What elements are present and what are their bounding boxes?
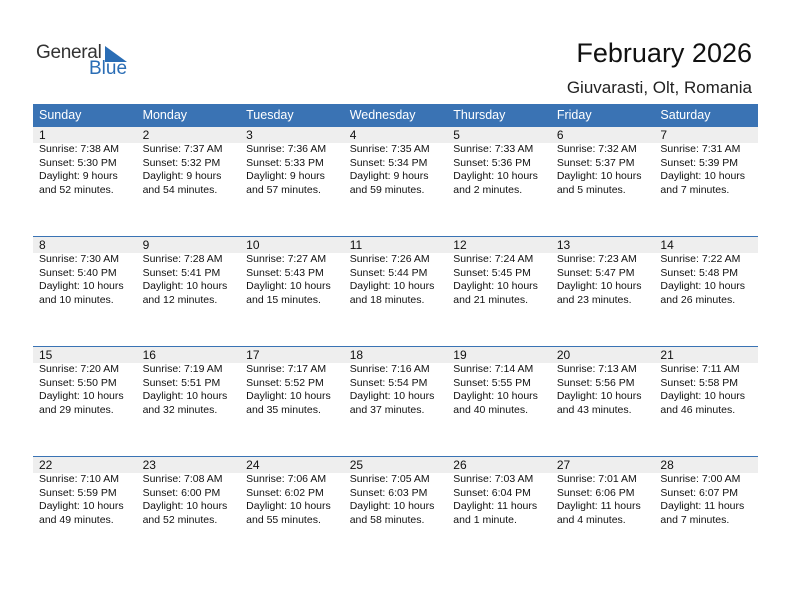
day-daylight1-text: Daylight: 9 hours: [39, 170, 118, 182]
day-daylight1-text: Daylight: 10 hours: [142, 280, 228, 292]
day-sunrise-text: Sunrise: 7:22 AM: [660, 253, 741, 265]
day-daylight2-text: and 49 minutes.: [39, 513, 114, 526]
day-daylight1-text: Daylight: 10 hours: [39, 390, 124, 402]
day-sunrise-text: Sunrise: 7:16 AM: [349, 363, 430, 375]
weekday-thursday: Thursday: [453, 108, 506, 122]
day-sunset-text: Sunset: 6:07 PM: [660, 486, 739, 499]
day-sunset-text: Sunset: 5:43 PM: [246, 266, 324, 279]
week-row: [33, 346, 758, 457]
day-daylight2-text: and 15 minutes.: [246, 293, 321, 306]
day-daylight1-text: Daylight: 9 hours: [246, 170, 325, 182]
day-cell: [447, 457, 551, 567]
day-daylight2-text: and 52 minutes.: [39, 183, 114, 196]
day-daylight2-text: and 4 minutes.: [556, 513, 626, 526]
day-daylight2-text: and 57 minutes.: [246, 183, 321, 196]
day-cell: [447, 237, 551, 347]
day-cell: [33, 457, 137, 567]
day-sunrise-text: Sunrise: 7:06 AM: [246, 473, 327, 485]
day-sunset-text: Sunset: 5:41 PM: [142, 266, 221, 279]
day-number: 6: [551, 127, 655, 143]
day-cell: [654, 457, 758, 567]
day-sunset-text: Sunset: 5:34 PM: [349, 156, 428, 169]
day-cell: [551, 347, 655, 457]
day-daylight1-text: Daylight: 11 hours: [556, 500, 641, 512]
day-sunset-text: Sunset: 6:03 PM: [349, 486, 428, 499]
day-daylight1-text: Daylight: 9 hours: [142, 170, 222, 182]
day-daylight1-text: Daylight: 11 hours: [453, 500, 538, 512]
day-number: 15: [33, 347, 137, 363]
day-sunrise-text: Sunrise: 7:38 AM: [39, 143, 119, 155]
day-cell: [240, 457, 344, 567]
day-number: 21: [654, 347, 758, 363]
day-cell: [33, 127, 137, 237]
day-sunset-text: Sunset: 5:54 PM: [349, 376, 428, 389]
day-daylight1-text: Daylight: 10 hours: [660, 390, 746, 402]
day-sunset-text: Sunset: 5:30 PM: [39, 156, 117, 169]
day-sunrise-text: Sunrise: 7:08 AM: [142, 473, 223, 485]
day-cell: [137, 127, 241, 237]
weekday-friday: Friday: [556, 108, 592, 122]
day-daylight1-text: Daylight: 10 hours: [39, 500, 124, 512]
day-number: 19: [447, 347, 551, 363]
logo-blue-text: Blue: [89, 58, 128, 79]
day-cell: [33, 347, 137, 457]
day-sunrise-text: Sunrise: 7:27 AM: [246, 253, 327, 265]
day-sunrise-text: Sunrise: 7:35 AM: [349, 143, 430, 155]
day-cell: [240, 237, 344, 347]
day-number: 14: [654, 237, 758, 253]
day-number: 25: [344, 457, 448, 473]
day-daylight2-text: and 54 minutes.: [142, 183, 218, 196]
day-daylight1-text: Daylight: 10 hours: [453, 170, 538, 182]
day-daylight2-text: and 29 minutes.: [39, 403, 114, 416]
day-number: 7: [654, 127, 758, 143]
day-number: 10: [240, 237, 344, 253]
day-cell: [447, 127, 551, 237]
day-daylight2-text: and 10 minutes.: [39, 293, 114, 306]
day-sunset-text: Sunset: 5:56 PM: [556, 376, 635, 389]
day-sunset-text: Sunset: 6:00 PM: [142, 486, 221, 499]
day-number: 26: [447, 457, 551, 473]
day-sunset-text: Sunset: 5:40 PM: [39, 266, 117, 279]
day-daylight2-text: and 37 minutes.: [349, 403, 425, 416]
day-cell: [137, 347, 241, 457]
day-sunset-text: Sunset: 5:45 PM: [453, 266, 531, 279]
day-number: 4: [344, 127, 448, 143]
day-daylight1-text: Daylight: 10 hours: [39, 280, 124, 292]
day-number: 2: [137, 127, 241, 143]
day-daylight1-text: Daylight: 10 hours: [246, 280, 331, 292]
day-number: 17: [240, 347, 344, 363]
day-daylight2-text: and 40 minutes.: [453, 403, 528, 416]
day-daylight2-text: and 1 minute.: [453, 513, 517, 526]
day-cell: [447, 347, 551, 457]
day-sunset-text: Sunset: 5:32 PM: [142, 156, 221, 169]
calendar-location: Giuvarasti, Olt, Romania: [566, 78, 752, 97]
day-sunrise-text: Sunrise: 7:03 AM: [453, 473, 534, 485]
day-number: 12: [447, 237, 551, 253]
day-daylight1-text: Daylight: 10 hours: [556, 170, 642, 182]
day-daylight2-text: and 43 minutes.: [556, 403, 632, 416]
day-sunrise-text: Sunrise: 7:32 AM: [556, 143, 637, 155]
day-sunset-text: Sunset: 6:06 PM: [556, 486, 635, 499]
day-sunrise-text: Sunrise: 7:31 AM: [660, 143, 741, 155]
day-sunset-text: Sunset: 6:04 PM: [453, 486, 531, 499]
day-sunrise-text: Sunrise: 7:14 AM: [453, 363, 534, 375]
day-daylight1-text: Daylight: 11 hours: [660, 500, 745, 512]
day-sunset-text: Sunset: 5:55 PM: [453, 376, 531, 389]
day-sunrise-text: Sunrise: 7:23 AM: [556, 253, 637, 265]
day-sunrise-text: Sunrise: 7:13 AM: [556, 363, 637, 375]
generalblue-logo: [36, 42, 136, 82]
day-sunset-text: Sunset: 5:36 PM: [453, 156, 531, 169]
day-daylight2-text: and 2 minutes.: [453, 183, 523, 196]
day-sunrise-text: Sunrise: 7:33 AM: [453, 143, 534, 155]
day-daylight2-text: and 18 minutes.: [349, 293, 425, 306]
day-sunset-text: Sunset: 5:52 PM: [246, 376, 324, 389]
weekday-monday: Monday: [142, 108, 188, 122]
day-daylight1-text: Daylight: 10 hours: [349, 390, 435, 402]
day-daylight2-text: and 23 minutes.: [556, 293, 632, 306]
day-number: 18: [344, 347, 448, 363]
day-sunset-text: Sunset: 5:51 PM: [142, 376, 221, 389]
day-daylight2-text: and 7 minutes.: [660, 513, 730, 526]
day-sunset-text: Sunset: 5:50 PM: [39, 376, 117, 389]
day-daylight1-text: Daylight: 10 hours: [142, 500, 228, 512]
day-sunset-text: Sunset: 5:59 PM: [39, 486, 117, 499]
day-daylight2-text: and 58 minutes.: [349, 513, 425, 526]
day-daylight2-text: and 52 minutes.: [142, 513, 218, 526]
day-sunrise-text: Sunrise: 7:20 AM: [39, 363, 119, 375]
day-sunrise-text: Sunrise: 7:10 AM: [39, 473, 119, 485]
day-daylight1-text: Daylight: 10 hours: [660, 170, 746, 182]
day-cell: [344, 457, 448, 567]
day-daylight2-text: and 12 minutes.: [142, 293, 218, 306]
day-sunset-text: Sunset: 5:44 PM: [349, 266, 428, 279]
day-number: 23: [137, 457, 241, 473]
day-cell: [654, 347, 758, 457]
day-cell: [344, 237, 448, 347]
day-daylight1-text: Daylight: 10 hours: [142, 390, 228, 402]
day-daylight2-text: and 59 minutes.: [349, 183, 425, 196]
day-daylight1-text: Daylight: 10 hours: [349, 280, 435, 292]
day-daylight2-text: and 7 minutes.: [660, 183, 730, 196]
day-number: 8: [33, 237, 137, 253]
day-cell: [344, 127, 448, 237]
day-cell: [240, 347, 344, 457]
day-number: 16: [137, 347, 241, 363]
day-cell: [137, 237, 241, 347]
day-sunrise-text: Sunrise: 7:30 AM: [39, 253, 119, 265]
day-daylight1-text: Daylight: 9 hours: [349, 170, 429, 182]
day-daylight2-text: and 5 minutes.: [556, 183, 626, 196]
day-daylight1-text: Daylight: 10 hours: [349, 500, 435, 512]
day-cell: [344, 347, 448, 457]
day-sunset-text: Sunset: 5:47 PM: [556, 266, 635, 279]
day-number: 5: [447, 127, 551, 143]
weekday-wednesday: Wednesday: [349, 108, 416, 122]
day-sunset-text: Sunset: 5:39 PM: [660, 156, 739, 169]
day-number: 3: [240, 127, 344, 143]
day-sunrise-text: Sunrise: 7:36 AM: [246, 143, 327, 155]
day-sunset-text: Sunset: 5:33 PM: [246, 156, 324, 169]
day-sunrise-text: Sunrise: 7:05 AM: [349, 473, 430, 485]
calendar-title: February 2026: [576, 38, 752, 68]
day-cell: [654, 127, 758, 237]
day-daylight1-text: Daylight: 10 hours: [453, 280, 538, 292]
day-sunrise-text: Sunrise: 7:37 AM: [142, 143, 223, 155]
day-sunset-text: Sunset: 5:37 PM: [556, 156, 635, 169]
weekday-sunday: Sunday: [39, 108, 82, 122]
day-daylight2-text: and 55 minutes.: [246, 513, 321, 526]
day-cell: [654, 237, 758, 347]
day-sunrise-text: Sunrise: 7:17 AM: [246, 363, 327, 375]
day-daylight1-text: Daylight: 10 hours: [660, 280, 746, 292]
day-number: 11: [344, 237, 448, 253]
day-number: 1: [33, 127, 137, 143]
day-cell: [33, 237, 137, 347]
day-daylight2-text: and 21 minutes.: [453, 293, 528, 306]
day-daylight1-text: Daylight: 10 hours: [556, 390, 642, 402]
day-cell: [551, 457, 655, 567]
day-number: 22: [33, 457, 137, 473]
day-daylight2-text: and 46 minutes.: [660, 403, 736, 416]
day-sunset-text: Sunset: 5:58 PM: [660, 376, 739, 389]
week-row: [33, 456, 758, 567]
day-daylight2-text: and 32 minutes.: [142, 403, 218, 416]
day-number: 13: [551, 237, 655, 253]
weekday-saturday: Saturday: [660, 108, 711, 122]
day-sunset-text: Sunset: 5:48 PM: [660, 266, 739, 279]
day-sunrise-text: Sunrise: 7:11 AM: [660, 363, 740, 375]
day-number: 24: [240, 457, 344, 473]
day-sunrise-text: Sunrise: 7:01 AM: [556, 473, 637, 485]
week-row: [33, 236, 758, 347]
day-daylight1-text: Daylight: 10 hours: [453, 390, 538, 402]
day-sunrise-text: Sunrise: 7:00 AM: [660, 473, 741, 485]
day-cell: [240, 127, 344, 237]
weekday-tuesday: Tuesday: [246, 108, 294, 122]
day-daylight1-text: Daylight: 10 hours: [246, 500, 331, 512]
day-sunset-text: Sunset: 6:02 PM: [246, 486, 324, 499]
day-number: 20: [551, 347, 655, 363]
day-cell: [551, 237, 655, 347]
day-daylight2-text: and 26 minutes.: [660, 293, 736, 306]
day-daylight1-text: Daylight: 10 hours: [556, 280, 642, 292]
day-number: 28: [654, 457, 758, 473]
day-sunrise-text: Sunrise: 7:19 AM: [142, 363, 223, 375]
day-cell: [137, 457, 241, 567]
day-sunrise-text: Sunrise: 7:28 AM: [142, 253, 223, 265]
day-cell: [551, 127, 655, 237]
day-number: 27: [551, 457, 655, 473]
day-daylight2-text: and 35 minutes.: [246, 403, 321, 416]
week-row: [33, 126, 758, 237]
day-sunrise-text: Sunrise: 7:24 AM: [453, 253, 534, 265]
day-daylight1-text: Daylight: 10 hours: [246, 390, 331, 402]
day-number: 9: [137, 237, 241, 253]
logo-general-text: General: [36, 42, 102, 63]
weekday-header: [33, 104, 758, 126]
day-sunrise-text: Sunrise: 7:26 AM: [349, 253, 430, 265]
